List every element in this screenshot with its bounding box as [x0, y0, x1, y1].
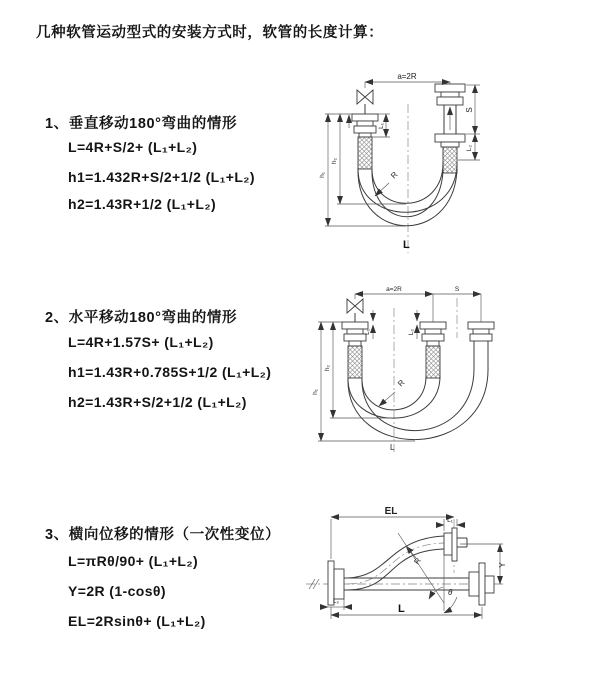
- dim-label-l1: L₁: [364, 329, 371, 335]
- valve-icon: [347, 299, 363, 313]
- section-1-formula-h1: h1=1.432R+S/2+1/2 (L₁+L₂): [68, 169, 255, 185]
- left-pipe-assembly: [342, 299, 368, 378]
- label-theta: θ: [448, 588, 453, 597]
- figure-horizontal-180-bend: [303, 280, 593, 470]
- section-1-formula-L: L=4R+S/2+ (L₁+L₂): [68, 139, 198, 155]
- dim-label-l2: L₂: [332, 598, 340, 605]
- section-3-formula-Y: Y=2R (1-cosθ): [68, 583, 166, 599]
- dim-label-a2r: a=2R: [386, 286, 402, 293]
- dim-label-s: S: [465, 107, 474, 113]
- dim-label-y: Y: [498, 562, 507, 568]
- section-3-formula-L: L=πRθ/90+ (L₁+L₂): [68, 553, 199, 569]
- section-1-heading: 1、垂直移动180°弯曲的情形: [45, 116, 238, 132]
- dimension-l2-fitting: [408, 310, 417, 339]
- section-2-formula-L: L=4R+1.57S+ (L₁+L₂): [68, 334, 214, 350]
- dim-label-l2: L₂: [466, 144, 473, 152]
- dim-label-l1: L₁: [378, 123, 385, 129]
- label-length: L: [398, 603, 405, 615]
- label-radius: R: [389, 169, 400, 181]
- radius-leader: [375, 170, 400, 196]
- dimension-l: [331, 603, 482, 619]
- upper-flange-assembly: [444, 528, 467, 561]
- braided-hose-section: [348, 346, 362, 378]
- label-radius: R: [412, 556, 423, 567]
- section-3-heading: 3、横向位移的情形（一次性变位）: [45, 527, 281, 543]
- valve-icon: [357, 90, 373, 104]
- dim-label-h2: h₂: [331, 157, 338, 165]
- dimension-el: [331, 506, 454, 559]
- braided-hose-section: [426, 346, 440, 378]
- section-3-formula-EL: EL=2Rsinθ+ (L₁+L₂): [68, 613, 206, 629]
- left-pipe-assembly: [352, 90, 378, 169]
- section-2-formula-h2: h2=1.43R+S/2+1/2 (L₁+L₂): [68, 394, 247, 410]
- label-length: L: [390, 443, 395, 452]
- dim-label-h1: h₁: [319, 172, 326, 178]
- section-1-formula-h2: h2=1.43R+1/2 (L₁+L₂): [68, 196, 217, 212]
- dim-label-l2: L₂: [408, 328, 415, 336]
- braided-hose-section: [358, 137, 372, 169]
- dimension-l2-fitting: [320, 598, 352, 610]
- dim-label-h1: h₁: [312, 389, 319, 395]
- label-length: L: [403, 239, 410, 251]
- right-pipe-assembly: [468, 322, 494, 366]
- dim-label-a2r: a=2R: [397, 72, 417, 81]
- dimension-s: [465, 85, 480, 134]
- dimension-l1-fitting: [436, 517, 465, 531]
- figure-vertical-180-bend: [308, 68, 588, 263]
- dim-label-h2: h₂: [324, 364, 331, 372]
- section-2-formula-h1: h1=1.43R+0.785S+1/2 (L₁+L₂): [68, 364, 272, 380]
- page-title: 几种软管运动型式的安装方式时，软管的长度计算：: [36, 25, 384, 41]
- centerlines: [394, 298, 457, 452]
- hose-curves: [348, 366, 488, 440]
- dim-label-l1: L₁: [447, 517, 453, 524]
- right-flange-assembly: [469, 563, 494, 605]
- middle-pipe-assembly: [420, 322, 446, 378]
- figure-lateral-displacement: [298, 503, 598, 648]
- braided-hose-section: [443, 147, 457, 173]
- dim-label-el: EL: [384, 506, 398, 517]
- label-radius: R: [396, 377, 407, 389]
- hose-curves: [358, 162, 457, 226]
- radius-leader: [379, 378, 407, 406]
- dim-label-s: S: [454, 286, 460, 293]
- s-curve-hose: [348, 536, 444, 590]
- section-2-heading: 2、水平移动180°弯曲的情形: [45, 310, 238, 326]
